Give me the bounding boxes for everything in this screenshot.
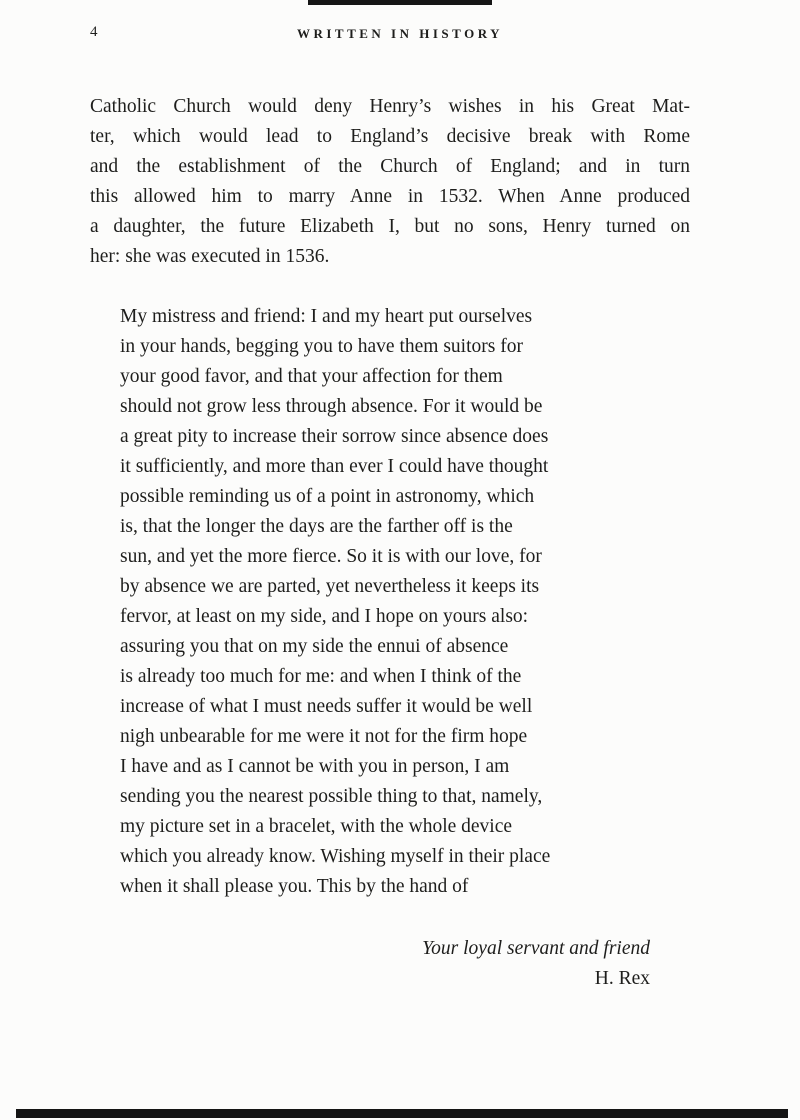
text-line: it sufficiently, and more than ever I could have thought [120, 456, 549, 477]
intro-paragraph [90, 92, 690, 272]
text-line: a great pity to increase their sorrow since absence does [120, 426, 549, 447]
text-line: which you already know. Wishing myself in their place [120, 846, 551, 867]
text-line: by absence we are parted, yet nevertheless it keeps its [120, 576, 540, 597]
text-line: your good favor, and that your affection for them [120, 366, 503, 387]
text-line: increase of what I must needs suffer it would be well [120, 696, 533, 717]
text-line: in your hands, begging you to have them suitors for [120, 336, 523, 357]
letter-signoff: Your loyal servant and friend [422, 938, 650, 959]
text-line: ter, which would lead to England’s decisive break with Rome [90, 126, 690, 147]
text-line: her: she was executed in 1536. [90, 246, 330, 267]
scan-artifact-bottom [16, 1109, 788, 1118]
text-line: possible reminding us of a point in astronomy, which [120, 486, 535, 507]
letter-signature: H. Rex [594, 968, 650, 989]
text-line: assuring you that on my side the ennui of absence [120, 636, 509, 657]
text-line: nigh unbearable for me were it not for the firm hope [120, 726, 528, 747]
text-line: I have and as I cannot be with you in person, I am [120, 756, 510, 777]
letter-blockquote [120, 302, 682, 902]
text-line: this allowed him to marry Anne in 1532. When Anne produced [90, 186, 690, 207]
page-body [90, 92, 690, 994]
page-number: 4 [90, 24, 98, 40]
text-line: fervor, at least on my side, and I hope on yours also: [120, 606, 529, 627]
text-line: my picture set in a bracelet, with the whole device [120, 816, 513, 837]
text-line: sending you the nearest possible thing to that, namely, [120, 786, 543, 807]
text-line: when it shall please you. This by the hand of [120, 876, 469, 897]
text-line: Catholic Church would deny Henry’s wishes in his Great Mat- [90, 96, 690, 117]
running-header-title: WRITTEN IN HISTORY [296, 26, 504, 41]
running-header [0, 0, 800, 46]
text-line: is already too much for me: and when I think of the [120, 666, 522, 687]
text-line: a daughter, the future Elizabeth I, but no sons, Henry turned on [90, 216, 690, 237]
text-line: is, that the longer the days are the farther off is the [120, 516, 513, 537]
text-line: sun, and yet the more fierce. So it is with our love, for [120, 546, 542, 567]
text-line: My mistress and friend: I and my heart put ourselves [120, 306, 533, 327]
text-line: should not grow less through absence. For it would be [120, 396, 543, 417]
text-line: and the establishment of the Church of England; and in turn [90, 156, 690, 177]
